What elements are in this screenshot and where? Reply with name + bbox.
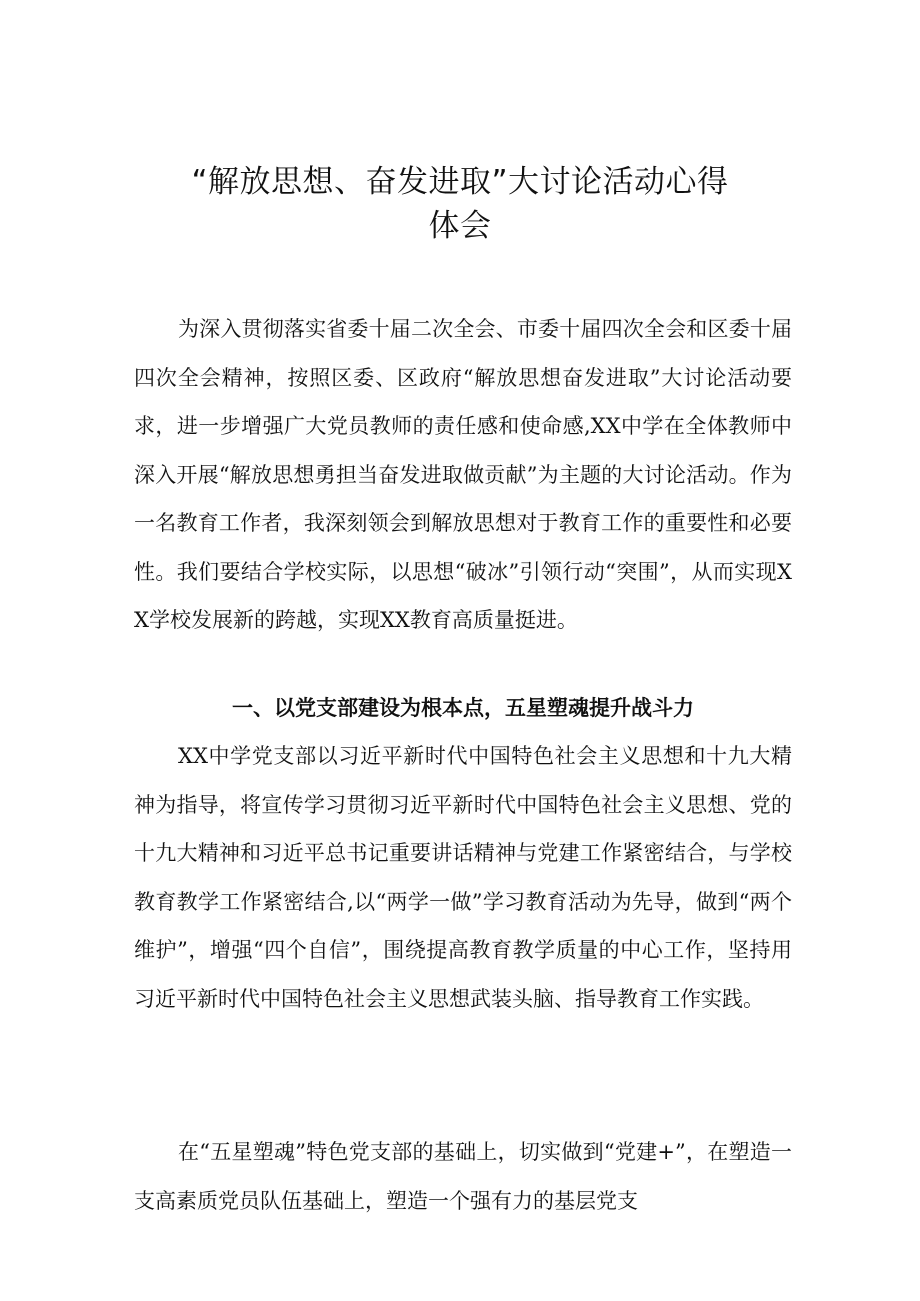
paragraph-intro: 为深入贯彻落实省委十届二次全会、市委十届四次全会和区委十届四次全会精神，按照区委、区政府“解放思想奋发进取”大讨论活动要求，进一步增强广大党员教师的责任感和使命感,XX中学在全体教师中深入开展“解放思想勇担当奋发进取做贡献”为主题的大讨论活动。作为一名教育工作者，我深刻领会到解放思想对于教育工作的重要性和必要性。我们要结合学校实际，以思想“破冰”引领行动“突围”，从而实现XX学校发展新的跨越，实现XX教育高质量挺进。 xyxy=(134,317,792,632)
paragraph-party-branch: XX中学党支部以习近平新时代中国特色社会主义思想和十九大精神为指导，将宣传学习贯彻习近平新时代中国特色社会主义思想、党的十九大精神和习近平总书记重要讲话精神与党建工作紧密结合，与学校教育教学工作紧密结合,以“两学一做”学习教育活动为先导，做到“两个维护”，增强“四个自信”，围绕提高教育教学质量的中心工作，坚持用习近平新时代中国特色社会主义思想武装头脑、指导教育工作实践。 xyxy=(134,744,792,1011)
document-title-line-1: “解放思想、奋发进取”大讨论活动心得 xyxy=(191,164,729,200)
section-heading-1: 一、以党支部建设为根本点，五星塑魂提升战斗力 xyxy=(232,696,694,720)
document-title xyxy=(130,160,790,248)
paragraph-five-star: 在“五星塑魂”特色党支部的基础上，切实做到“党建+”，在塑造一支高素质党员队伍基础上，塑造一个强有力的基层党支 xyxy=(134,1140,792,1213)
document-title-line-2: 体会 xyxy=(428,208,492,244)
